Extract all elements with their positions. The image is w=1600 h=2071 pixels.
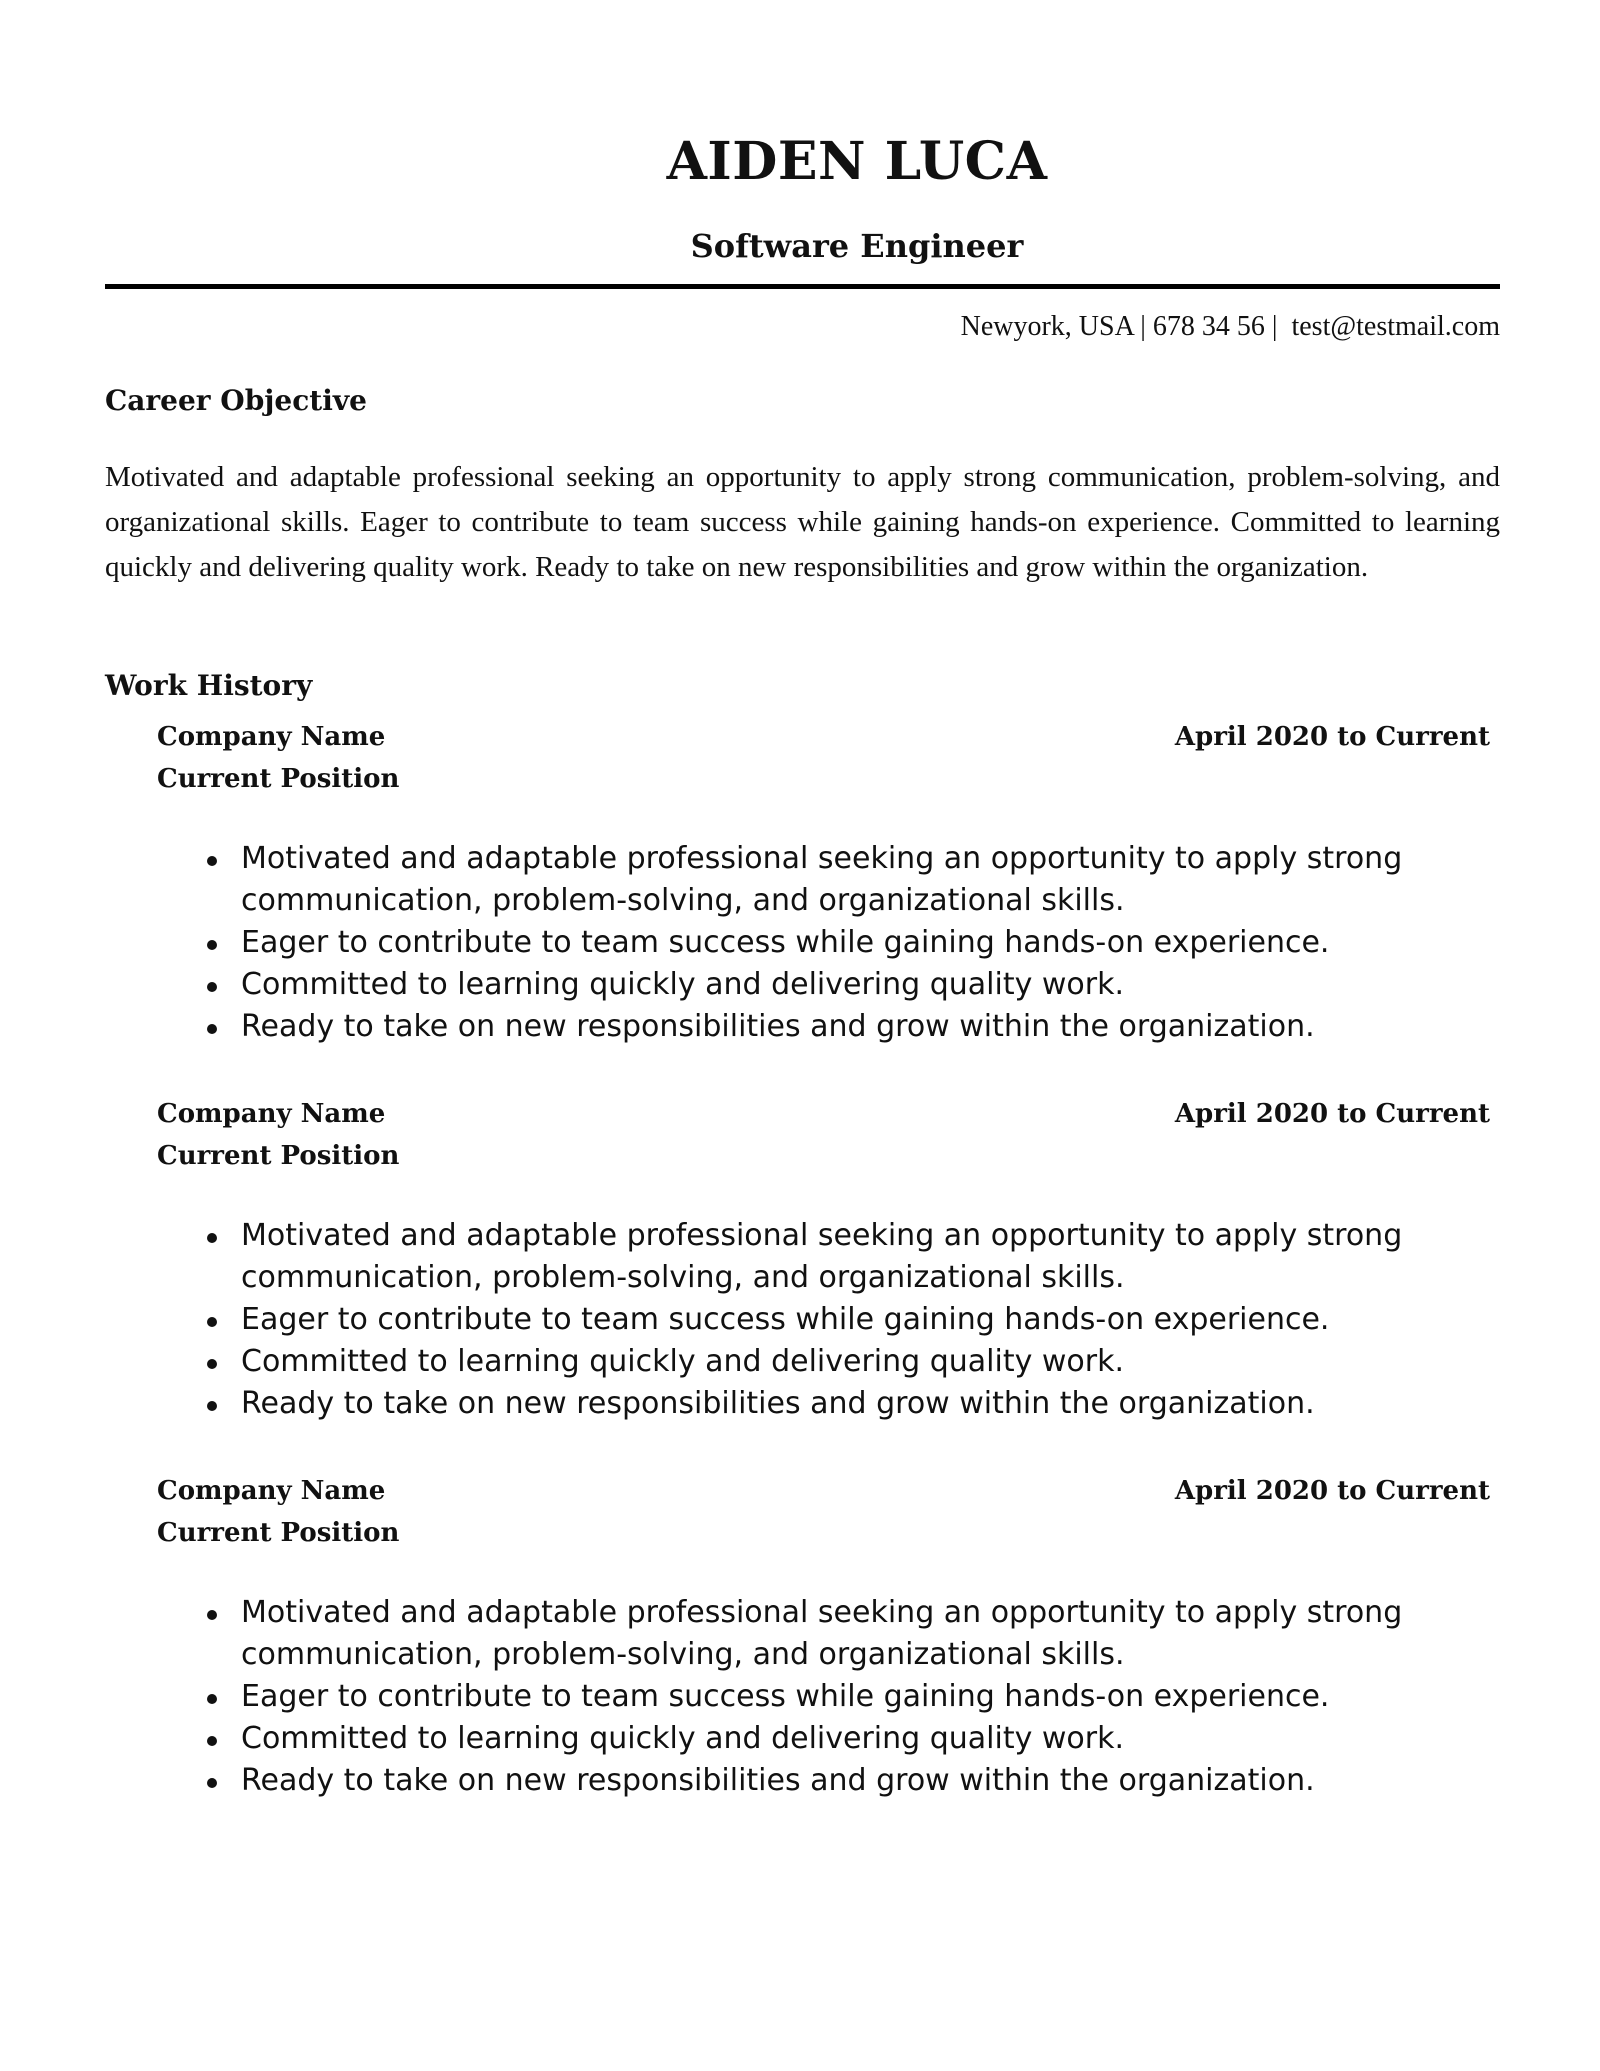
bullet-icon <box>207 1233 217 1243</box>
bullet-text: Eager to contribute to team success while gaining hands-on experience. <box>241 925 1330 960</box>
job-entry <box>157 1470 1490 1802</box>
bullet-text: Motivated and adaptable professional seeking an opportunity to apply strong communication, problem-solving, and organizational skills. <box>241 841 1403 918</box>
bullet-text: Ready to take on new responsibilities and grow within the organization. <box>241 1386 1315 1421</box>
list-item <box>157 922 1600 964</box>
list-item <box>157 1383 1600 1425</box>
company-name: Company Name <box>157 722 386 752</box>
list-item <box>157 1760 1600 1802</box>
job-bullet-list <box>157 1215 1490 1425</box>
job-entry <box>157 716 1490 1048</box>
list-item <box>157 1341 1600 1383</box>
job-dates: April 2020 to Current <box>1174 1476 1490 1506</box>
job-bullet-list <box>157 838 1490 1048</box>
bullet-icon <box>207 1736 217 1746</box>
career-objective-heading: Career Objective <box>105 384 367 417</box>
list-item <box>157 1676 1600 1718</box>
bullet-text: Ready to take on new responsibilities and grow within the organization. <box>241 1763 1315 1798</box>
bullet-icon <box>207 856 217 866</box>
job-position: Current Position <box>157 1141 400 1171</box>
header-divider <box>105 284 1500 289</box>
bullet-icon <box>207 1024 217 1034</box>
bullet-text: Ready to take on new responsibilities and grow within the organization. <box>241 1009 1315 1044</box>
contact-info: Newyork, USA | 678 34 56 | test@testmail.com <box>960 311 1500 342</box>
career-objective-text: Motivated and adaptable professional seeking an opportunity to apply strong communication, problem-solving, and organizational skills. Eager to contribute to team success while gaining hands-on experience. Committed to learning quickly and delivering quality work. Ready to take on new responsibilities and grow within the organization. <box>105 461 1500 583</box>
bullet-text: Eager to contribute to team success while gaining hands-on experience. <box>241 1679 1330 1714</box>
bullet-icon <box>207 1401 217 1411</box>
bullet-icon <box>207 1778 217 1788</box>
job-header-row <box>157 716 1490 758</box>
job-header-row <box>157 1093 1490 1135</box>
work-history-heading: Work History <box>105 669 313 702</box>
bullet-text: Eager to contribute to team success while gaining hands-on experience. <box>241 1302 1330 1337</box>
bullet-text: Committed to learning quickly and delivering quality work. <box>241 1344 1125 1379</box>
job-header-row <box>157 1470 1490 1512</box>
list-item <box>157 1006 1600 1048</box>
list-item <box>157 1215 1600 1299</box>
list-item <box>157 1299 1600 1341</box>
job-title: Software Engineer <box>690 227 1024 265</box>
candidate-name: AIDEN LUCA <box>666 131 1048 192</box>
bullet-icon <box>207 982 217 992</box>
list-item <box>157 1718 1600 1760</box>
job-dates: April 2020 to Current <box>1174 722 1490 752</box>
bullet-text: Motivated and adaptable professional seeking an opportunity to apply strong communication, problem-solving, and organizational skills. <box>241 1595 1403 1672</box>
list-item <box>157 964 1600 1006</box>
bullet-text: Motivated and adaptable professional seeking an opportunity to apply strong communication, problem-solving, and organizational skills. <box>241 1218 1403 1295</box>
list-item <box>157 838 1600 922</box>
bullet-text: Committed to learning quickly and delivering quality work. <box>241 967 1125 1002</box>
bullet-icon <box>207 1610 217 1620</box>
job-dates: April 2020 to Current <box>1174 1099 1490 1129</box>
bullet-icon <box>207 1359 217 1369</box>
bullet-icon <box>207 940 217 950</box>
bullet-icon <box>207 1317 217 1327</box>
job-bullet-list <box>157 1592 1490 1802</box>
job-position: Current Position <box>157 1518 400 1548</box>
job-entry <box>157 1093 1490 1425</box>
list-item <box>157 1592 1600 1676</box>
bullet-icon <box>207 1694 217 1704</box>
company-name: Company Name <box>157 1099 386 1129</box>
company-name: Company Name <box>157 1476 386 1506</box>
bullet-text: Committed to learning quickly and delivering quality work. <box>241 1721 1125 1756</box>
job-position: Current Position <box>157 764 400 794</box>
